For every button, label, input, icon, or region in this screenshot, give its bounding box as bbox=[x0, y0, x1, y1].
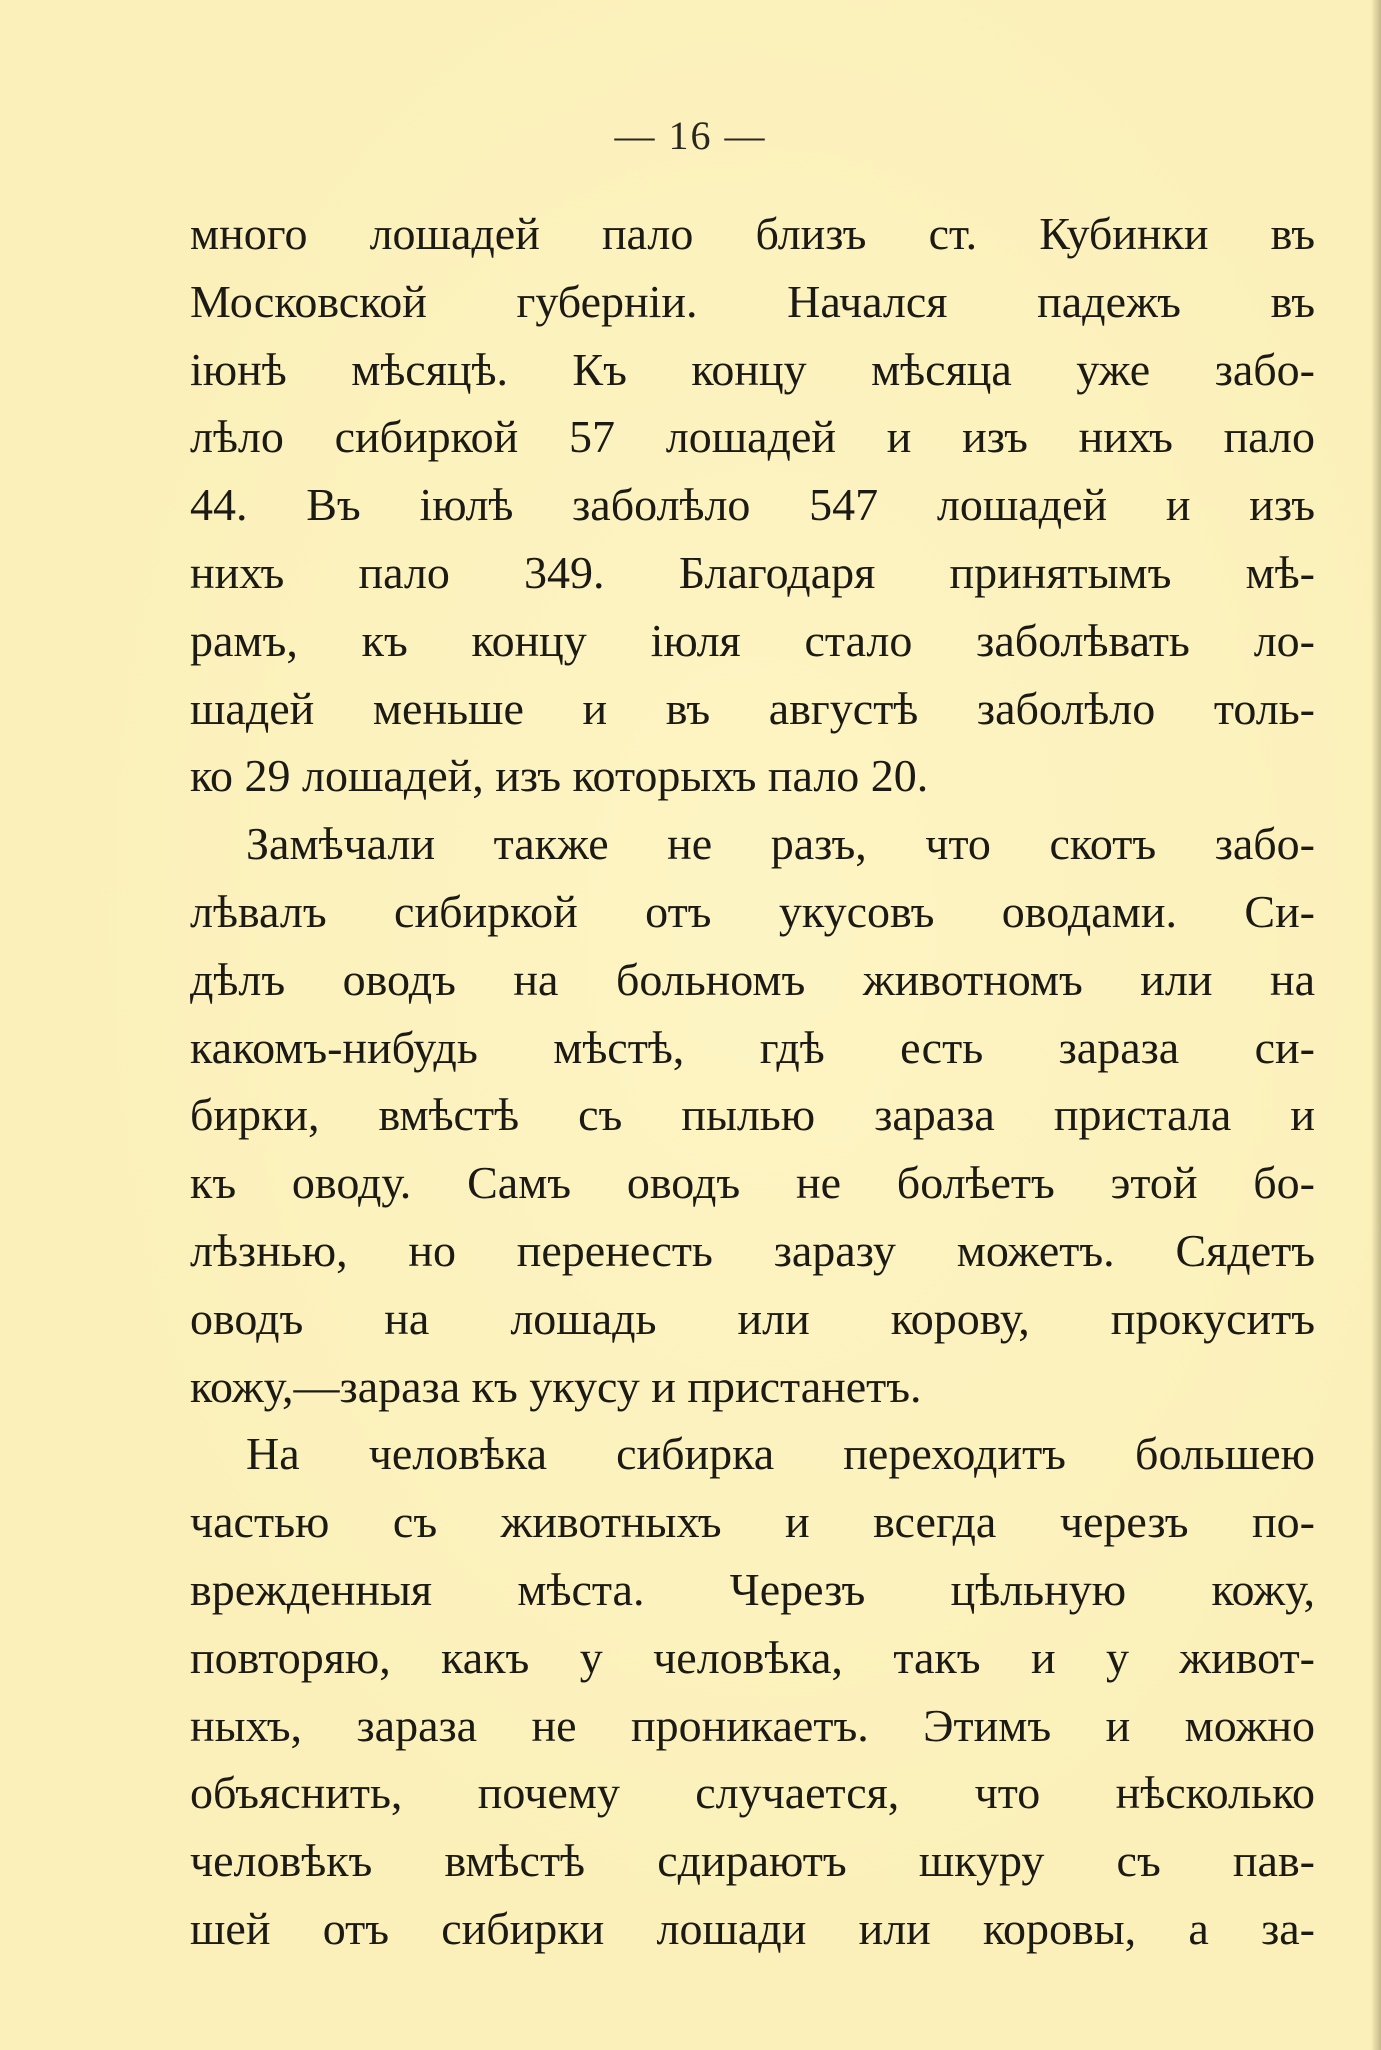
text-line: врежденныя мѣста. Черезъ цѣльную кожу, bbox=[190, 1563, 1315, 1615]
text-line: какомъ-нибудь мѣстѣ, гдѣ есть зараза си- bbox=[190, 1021, 1315, 1073]
text-line: повторяю, какъ у человѣка, такъ и у живот- bbox=[190, 1631, 1315, 1683]
text-line: ко 29 лошадей, изъ которыхъ пало 20. bbox=[190, 750, 929, 802]
text-line: дѣлъ оводъ на больномъ животномъ или на bbox=[190, 953, 1315, 1005]
text-line: объяснить, почему случается, что нѣсколько bbox=[190, 1767, 1315, 1819]
paragraph-start-line: Замѣчали также не разъ, что скотъ забо- bbox=[246, 818, 1315, 870]
text-line: шадей меньше и въ августѣ заболѣло толь- bbox=[190, 682, 1315, 734]
body-text bbox=[190, 200, 1315, 1963]
text-line: нихъ пало 349. Благодаря принятымъ мѣ- bbox=[190, 546, 1315, 598]
text-line: лѣвалъ сибиркой отъ укусовъ оводами. Си- bbox=[190, 885, 1315, 937]
text-line: рамъ, къ концу іюля стало заболѣвать ло- bbox=[190, 614, 1315, 666]
text-line: Московской губерніи. Начался падежъ въ bbox=[190, 275, 1315, 327]
text-line: человѣкъ вмѣстѣ сдираютъ шкуру съ пав- bbox=[190, 1835, 1315, 1887]
page-edge-shadow bbox=[1371, 0, 1381, 2050]
text-line: шей отъ сибирки лошади или коровы, а за- bbox=[190, 1902, 1315, 1954]
text-line: частью съ животныхъ и всегда черезъ по- bbox=[190, 1496, 1315, 1548]
page-number: — 16 — bbox=[614, 113, 767, 158]
text-line: 44. Въ іюлѣ заболѣло 547 лошадей и изъ bbox=[190, 479, 1315, 531]
text-line: много лошадей пало близъ ст. Кубинки въ bbox=[190, 208, 1315, 259]
text-line: іюнѣ мѣсяцѣ. Къ концу мѣсяца уже забо- bbox=[190, 343, 1315, 395]
paragraph-start-line: На человѣка сибирка переходитъ большею bbox=[246, 1428, 1315, 1480]
text-line: лѣло сибиркой 57 лошадей и изъ нихъ пало bbox=[190, 411, 1315, 463]
text-line: лѣзнью, но перенесть заразу можетъ. Сядетъ bbox=[190, 1224, 1315, 1276]
text-line: оводъ на лошадь или корову, прокуситъ bbox=[190, 1292, 1315, 1344]
text-line: ныхъ, зараза не проникаетъ. Этимъ и можно bbox=[190, 1699, 1315, 1751]
text-line: кожу,—зараза къ укусу и пристанетъ. bbox=[190, 1360, 922, 1412]
text-line: къ оводу. Самъ оводъ не болѣетъ этой бо- bbox=[190, 1157, 1315, 1209]
text-line: бирки, вмѣстѣ съ пылью зараза пристала и bbox=[190, 1089, 1315, 1141]
